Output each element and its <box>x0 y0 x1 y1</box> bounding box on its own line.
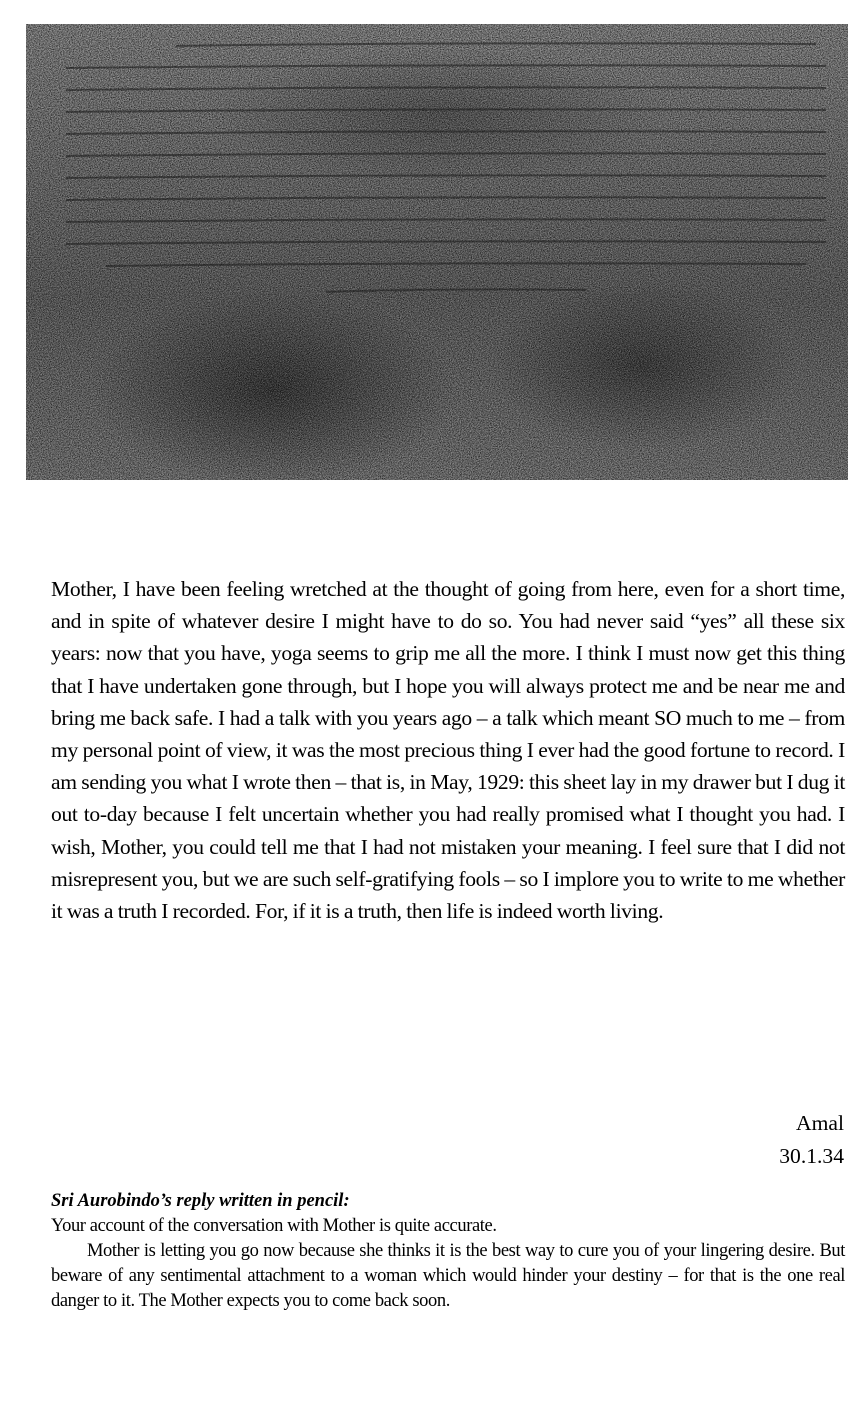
signature: Amal <box>796 1111 844 1135</box>
reply-paragraph: Mother is letting you go now because she thinks it is the best way to cure you of your lingering desire. But beware of any sentimental attachment to a woman which would hinder your destiny – for that is the one real danger to it. The Mother expects you to come back soon. <box>51 1241 845 1311</box>
letter-body: Mother, I have been feeling wretched at the thought of going from here, even for a short time, and in spite of whatever desire I might have to do so. You had never said “yes” all these six years: now that you have, yoga seems to grip me all the more. I think I must now get this thing that I have undertaken gone through, but I hope you will always protect me and be near me and bring me back safe. I had a talk with you years ago – a talk which meant SO much to me – from my personal point of view, it was the most precious thing I ever had the good fortune to record. I am sending you what I wrote then – that is, in May, 1929: this sheet lay in my drawer but I dug it out to-day because I felt uncertain whether you had really promised what I thought you had. I wish, Mother, you could tell me that I had not mistaken your meaning. I feel sure that I did not misrepresent you, but we are such self-gratifying fools – so I implore you to write to me whether it was a truth I recorded. For, if it is a truth, then life is indeed worth living. <box>51 577 845 924</box>
letter-date: 30.1.34 <box>779 1144 844 1168</box>
scanned-note-texture-icon <box>26 24 848 480</box>
reply-heading: Sri Aurobindo’s reply written in pencil: <box>51 1191 350 1211</box>
reply-text <box>51 1214 845 1314</box>
reply-paragraph: Your account of the conversation with Mother is quite accurate. <box>51 1216 497 1236</box>
scanned-note-image <box>26 24 848 480</box>
